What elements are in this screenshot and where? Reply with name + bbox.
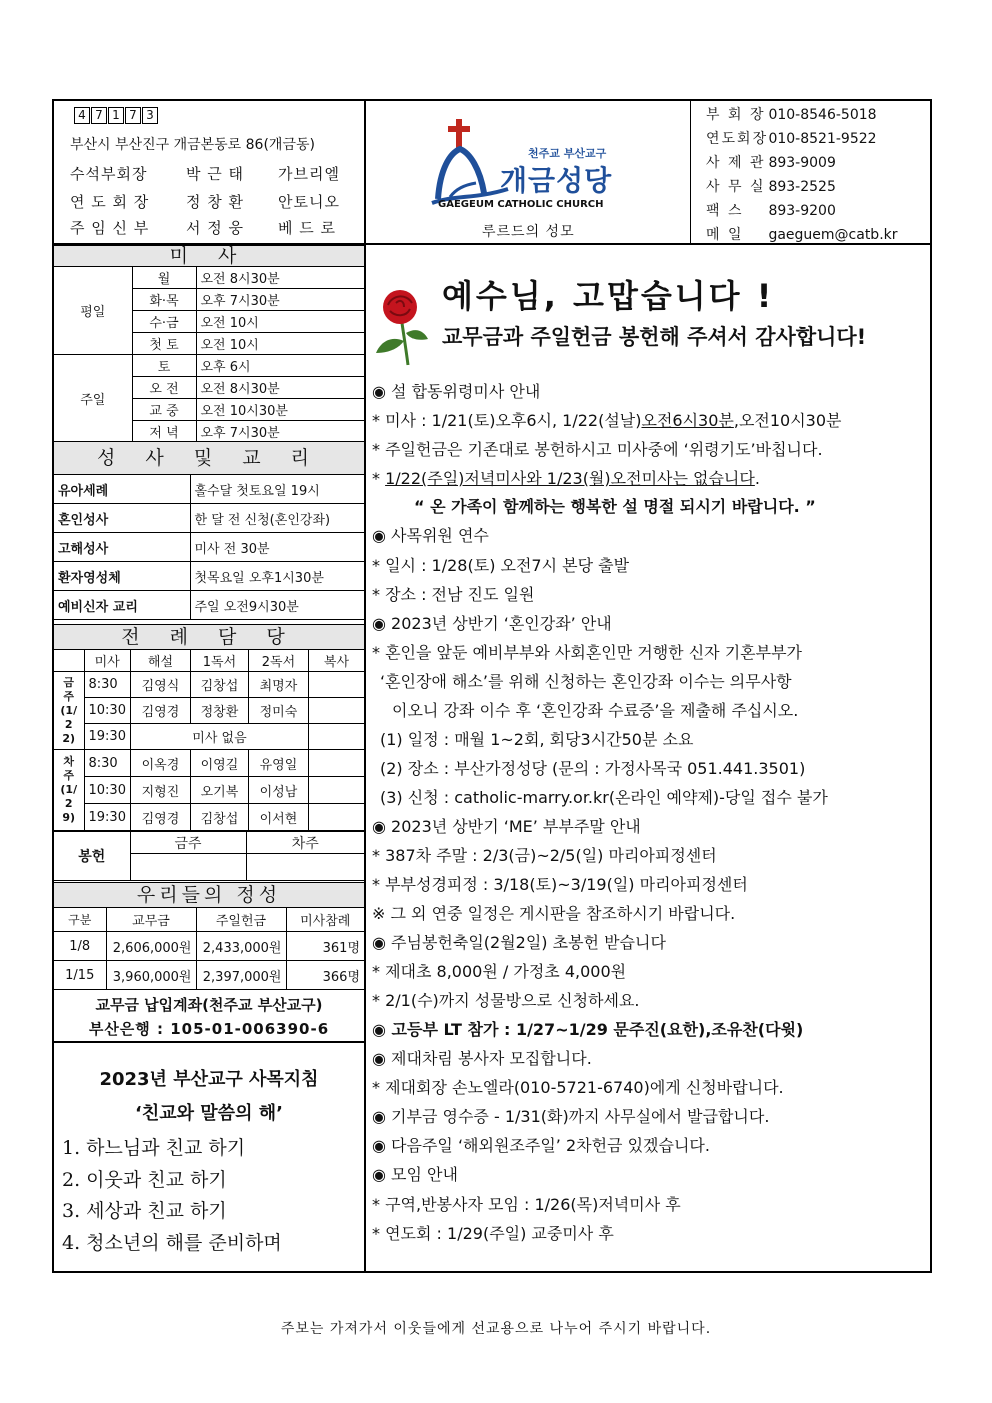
notice-text: . [754, 469, 760, 488]
contact-row [706, 152, 836, 172]
notice-line: * 구역,반봉사자 모임 : 1/26(목)저녁미사 후 [372, 1195, 681, 1214]
sacrament-section-title: 성 사 및 교 리 [54, 441, 364, 475]
notice-text: * [372, 469, 386, 488]
mass-time: 오전 10시30분 [196, 399, 364, 421]
mass-time: 오후 6시 [196, 355, 364, 377]
mass-day: 교 중 [132, 399, 196, 421]
notice-line: (3) 신청 : catholic-marry.or.kr(온라인 예약제)-당일 접수 불가 [380, 788, 828, 807]
church-address: 부산시 부산진구 개금본동로 86(개금동) [70, 137, 315, 153]
mass-schedule-table [54, 266, 364, 443]
contact-row [706, 128, 877, 148]
liturgy-server [308, 777, 364, 804]
notice-line: * 부부성경피정 : 3/18(토)~3/19(일) 마리아피정센터 [372, 875, 748, 894]
contact-value: 893-9200 [768, 203, 836, 219]
holiday-greeting: “ 온 가족이 함께하는 행복한 설 명절 되시기 바랍니다. ” [414, 497, 816, 516]
sacrament-name: 고해성사 [54, 533, 190, 562]
liturgy-commentator: 지형진 [130, 777, 190, 804]
staff-baptismal: 베 드 로 [278, 219, 337, 237]
this-week-label: 금주(1/22) [54, 672, 84, 750]
liturgy-server [308, 750, 364, 777]
patron-name: 루르드의 성모 [482, 224, 575, 240]
liturgy-time: 8:30 [84, 750, 130, 777]
mass-time: 오전 10시 [196, 311, 364, 333]
notice-line: * 제대초 8,000원 / 가정초 4,000원 [372, 962, 627, 981]
mass-time: 오전 10시 [196, 333, 364, 355]
liturgy-header: 해설 [130, 650, 190, 672]
liturgy-note: 미사 없음 [130, 724, 308, 750]
account-number: 부산은행 : 105-01-006390-6 [88, 1020, 330, 1038]
zipcode-boxes [74, 107, 158, 124]
mass-day: 첫 토 [132, 333, 196, 355]
account-title: 교무금 납입계좌(천주교 부산교구) [95, 996, 323, 1014]
mass-day: 오 전 [132, 377, 196, 399]
mass-day: 월 [132, 267, 196, 289]
offerings-sunday: 2,433,000원 [196, 932, 286, 961]
offerings-header: 교무금 [106, 908, 196, 932]
sacrament-value: 첫목요일 오후1시30분 [190, 562, 364, 591]
mass-time: 오전 8시30분 [196, 377, 364, 399]
contact-row [706, 224, 898, 244]
liturgy-reader1: 김창섭 [190, 804, 248, 831]
staff-name: 정 창 환 [186, 193, 245, 211]
liturgy-header: 복사 [308, 650, 364, 672]
offerings-date: 1/8 [54, 932, 106, 961]
mass-section-title: 미 사 [54, 245, 364, 267]
contact-label: 부 회 장 [706, 107, 766, 123]
notice-heading: ◉ 2023년 상반기 ‘혼인강좌’ 안내 [372, 614, 612, 633]
notice-heading: ◉ 설 합동위령미사 안내 [372, 382, 541, 401]
contact-label: 팩 스 [706, 203, 744, 219]
notice-line [372, 408, 842, 431]
notice-highlight: 1/22(주일)저녁미사와 1/23(월)오전미사는 없습니다 [385, 469, 755, 488]
mass-day: 수·금 [132, 311, 196, 333]
notice-line: 이오니 강좌 이수 후 ‘혼인강좌 수료증’을 제출해 주십시오. [392, 701, 799, 720]
zip-digit: 3 [142, 107, 158, 124]
offering-this-week: 금주 [130, 832, 246, 854]
staff-name: 서 정 웅 [186, 219, 245, 237]
notice-line: * 387차 주말 : 2/3(금)~2/5(일) 마리아피정센터 [372, 846, 717, 865]
liturgy-reader2: 최명자 [248, 672, 308, 698]
offerings-header: 주일헌금 [196, 908, 286, 932]
staff-role: 연 도 회 장 [70, 193, 150, 211]
offerings-date: 1/15 [54, 961, 106, 990]
notice-heading: ◉ 사목위원 연수 [372, 526, 489, 545]
column-divider [364, 101, 366, 1273]
zip-digit: 1 [108, 107, 124, 124]
mass-day: 화·목 [132, 289, 196, 311]
sacrament-name: 유아세례 [54, 475, 190, 504]
church-logo [430, 119, 630, 215]
zip-digit: 7 [91, 107, 107, 124]
offerings-dues: 2,606,000원 [106, 932, 196, 961]
bulletin-sheet [52, 99, 932, 1273]
notice-heading: ◉ 2023년 상반기 ‘ME’ 부부주말 안내 [372, 817, 641, 836]
liturgy-table [54, 649, 364, 831]
liturgy-reader2: 이성남 [248, 777, 308, 804]
staff-baptismal: 안토니오 [278, 193, 340, 211]
sacrament-value: 미사 전 30분 [190, 533, 364, 562]
mass-day: 토 [132, 355, 196, 377]
liturgy-server [308, 672, 364, 698]
banner-title: 예수님, 고맙습니다 ! [442, 277, 775, 315]
staff-row [70, 191, 340, 212]
staff-role: 주 임 신 부 [70, 219, 150, 237]
notice-line [372, 466, 760, 489]
zip-digit: 4 [74, 107, 90, 124]
notice-heading: ◉ 기부금 영수증 - 1/31(화)까지 사무실에서 발급합니다. [372, 1107, 770, 1126]
sacrament-value: 한 달 전 신청(혼인강좌) [190, 504, 364, 533]
guideline-item: 3. 세상과 친교 하기 [62, 1200, 227, 1222]
church-english-name: GAEGEUM CATHOLIC CHURCH [438, 199, 604, 210]
banner-subtitle: 교무금과 주일헌금 봉헌해 주셔서 감사합니다! [442, 325, 867, 349]
offerings-attendance: 361명 [286, 932, 364, 961]
next-week-label: 차주(1/29) [54, 750, 84, 831]
liturgy-commentator: 김영경 [130, 804, 190, 831]
notice-line: * 혼인을 앞둔 예비부부와 사회혼인만 거행한 신자 기혼부부가 [372, 643, 803, 662]
zip-digit: 7 [125, 107, 141, 124]
contact-value: 893-2525 [768, 179, 836, 195]
liturgy-time: 19:30 [84, 724, 130, 750]
contact-value: 893-9009 [768, 155, 836, 171]
mass-time: 오후 7시30분 [196, 421, 364, 443]
liturgy-header: 2독서 [248, 650, 308, 672]
notice-heading: ◉ 모임 안내 [372, 1165, 458, 1184]
sacrament-name: 환자영성체 [54, 562, 190, 591]
contact-value: 010-8546-5018 [768, 107, 877, 123]
contact-value: 010-8521-9522 [768, 131, 877, 147]
staff-baptismal: 가브리엘 [278, 165, 340, 183]
notice-line: * 2/1(수)까지 성물방으로 신청하세요. [372, 991, 640, 1010]
liturgy-reader2: 정미숙 [248, 698, 308, 724]
liturgy-reader1: 오기복 [190, 777, 248, 804]
liturgy-time: 8:30 [84, 672, 130, 698]
contact-row [706, 104, 877, 124]
sacrament-name: 예비신자 교리 [54, 591, 190, 620]
liturgy-reader1: 김창섭 [190, 672, 248, 698]
mass-time: 오후 7시30분 [196, 289, 364, 311]
contact-row [706, 176, 836, 196]
offering-roster-label: 봉헌 [54, 832, 130, 881]
liturgy-time: 10:30 [84, 777, 130, 804]
mass-time: 오전 8시30분 [196, 267, 364, 289]
staff-role: 수석부회장 [70, 165, 148, 183]
liturgy-commentator: 김영식 [130, 672, 190, 698]
contact-value: gaeguem@catb.kr [768, 227, 898, 243]
notice-text: ,오전10시30분 [733, 411, 842, 430]
sacrament-value: 홀수달 첫토요일 19시 [190, 475, 364, 504]
rose-icon [372, 287, 430, 367]
notice-line: * 일시 : 1/28(토) 오전7시 본당 출발 [372, 556, 630, 575]
sacrament-value: 주일 오전9시30분 [190, 591, 364, 620]
offerings-attendance: 366명 [286, 961, 364, 990]
liturgy-reader1: 정창환 [190, 698, 248, 724]
guideline-item: 4. 청소년의 해를 준비하며 [62, 1232, 282, 1254]
notice-text: * 미사 : 1/21(토)오후6시, 1/22(설날) [372, 411, 642, 430]
notice-line: * 연도회 : 1/29(주일) 교중미사 후 [372, 1224, 614, 1243]
mass-day: 저 녁 [132, 421, 196, 443]
notice-highlight: 오전6시30분 [641, 411, 734, 430]
liturgy-section-title: 전 례 담 당 [54, 624, 364, 650]
liturgy-commentator: 김영경 [130, 698, 190, 724]
offerings-header: 미사참례 [286, 908, 364, 932]
liturgy-header: 미사 [84, 650, 130, 672]
guideline-title: 2023년 부산교구 사목지침 [99, 1069, 319, 1090]
offerings-section-title: 우리들의 정성 [54, 882, 364, 908]
notice-line: ‘혼인장애 해소’를 위해 신청하는 혼인강좌 이수는 의무사항 [380, 672, 792, 691]
liturgy-time: 19:30 [84, 804, 130, 831]
footer-note: 주보는 가져가서 이웃들에게 선교용으로 나누어 주시기 바랍니다. [280, 1321, 712, 1337]
guideline-divider [54, 1041, 364, 1043]
liturgy-time: 10:30 [84, 698, 130, 724]
offering-next-week: 차주 [246, 832, 364, 854]
offerings-sunday: 2,397,000원 [196, 961, 286, 990]
offering-roster-table [54, 831, 364, 881]
notice-heading: ◉ 다음주일 ‘해외원조주일’ 2차헌금 있겠습니다. [372, 1136, 710, 1155]
notice-line: * 주일헌금은 기존대로 봉헌하시고 미사중에 ‘위령기도’바칩니다. [372, 440, 823, 459]
notice-heading: ◉ 주님봉헌축일(2월2일) 초봉헌 받습니다 [372, 933, 666, 952]
staff-row [70, 217, 336, 238]
guideline-item: 1. 하느님과 친교 하기 [62, 1137, 246, 1159]
liturgy-reader1: 이영길 [190, 750, 248, 777]
contact-row [706, 200, 836, 220]
notice-line: (2) 장소 : 부산가정성당 (문의 : 가정사목국 051.441.3501) [380, 759, 806, 778]
notice-line: * 제대회장 손노엘라(010-5721-6740)에게 신청바랍니다. [372, 1078, 784, 1097]
staff-name: 박 근 태 [186, 165, 245, 183]
notice-line: (1) 일정 : 매월 1~2회, 회당3시간50분 소요 [380, 730, 694, 749]
sacrament-name: 혼인성사 [54, 504, 190, 533]
contact-divider [690, 101, 691, 243]
sacrament-table [54, 474, 364, 620]
weekday-label: 평일 [54, 267, 132, 355]
church-cross-icon [430, 119, 510, 209]
sunday-label: 주일 [54, 355, 132, 443]
contact-label: 메 일 [706, 227, 744, 243]
liturgy-reader2: 이서현 [248, 804, 308, 831]
staff-row [70, 163, 340, 184]
liturgy-header: 1독서 [190, 650, 248, 672]
liturgy-commentator: 이옥경 [130, 750, 190, 777]
contact-label: 사 제 관 [706, 155, 766, 171]
notice-line: ※ 그 외 연중 일정은 게시판을 참조하시기 바랍니다. [372, 904, 736, 923]
liturgy-reader2: 유영일 [248, 750, 308, 777]
notice-line: * 장소 : 전남 진도 일원 [372, 585, 535, 604]
guideline-subtitle: ‘친교와 말씀의 해’ [135, 1103, 283, 1124]
offerings-dues: 3,960,000원 [106, 961, 196, 990]
guideline-item: 2. 이웃과 친교 하기 [62, 1169, 227, 1191]
liturgy-server [308, 698, 364, 724]
notice-heading: ◉ 고등부 LT 참가 : 1/27~1/29 문주진(요한),조유찬(다윗) [372, 1020, 804, 1039]
church-name: 개금성당 [500, 164, 613, 197]
offerings-table [54, 907, 364, 990]
notice-heading: ◉ 제대차림 봉사자 모집합니다. [372, 1049, 592, 1068]
offerings-header: 구분 [54, 908, 106, 932]
liturgy-server [308, 804, 364, 831]
contact-label: 연도회장 [706, 131, 769, 147]
diocese-name: 천주교 부산교구 [528, 147, 607, 160]
contact-label: 사 무 실 [706, 179, 766, 195]
